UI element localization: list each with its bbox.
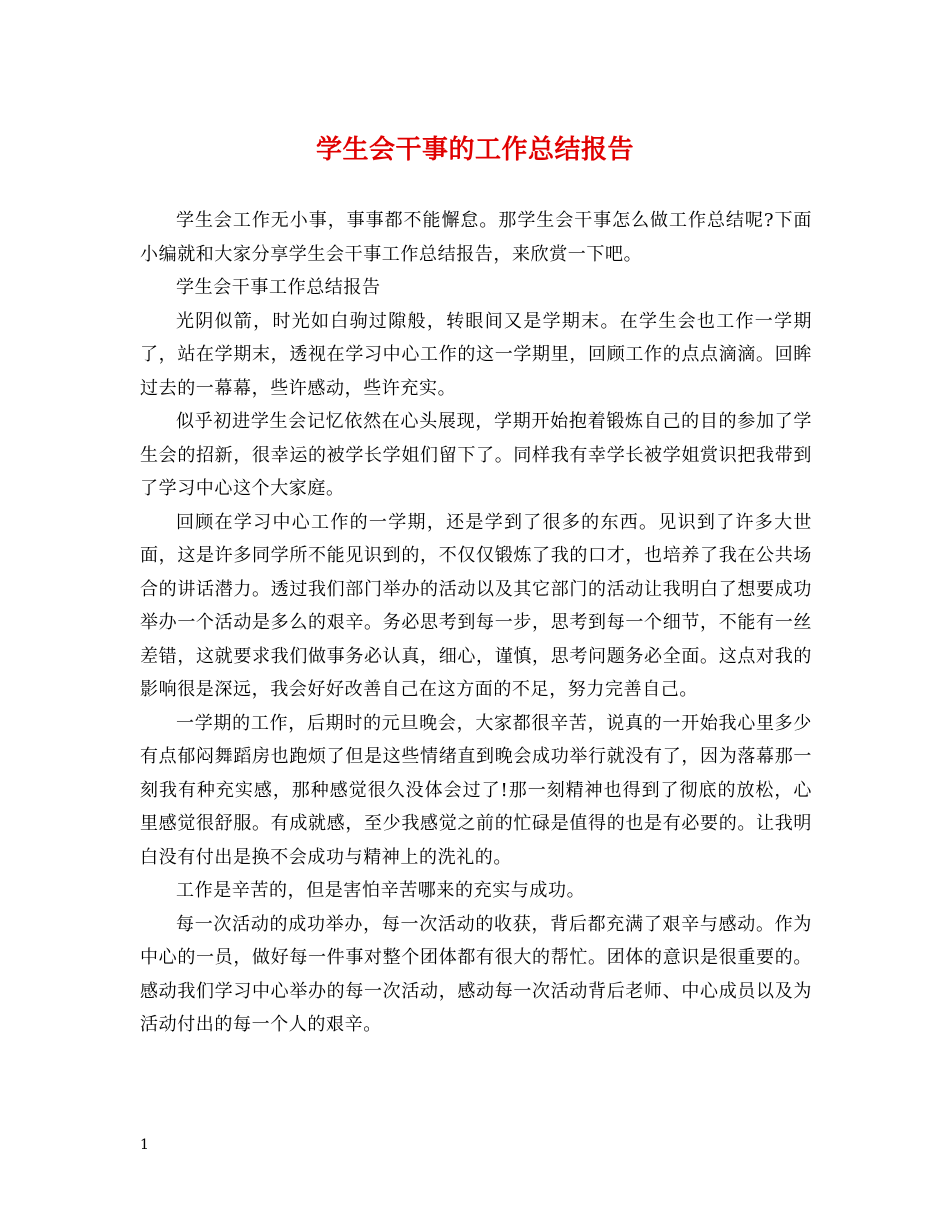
paragraph-new-year-gala: 一学期的工作，后期时的元旦晚会，大家都很辛苦，说真的一开始我心里多少有点郁闷舞蹈房也跑烦了但是这些情绪直到晚会成功举行就没有了，因为落幕那一刻我有种充实感，那种感觉很久没体会过了!那一刻精神也得到了彻底的放松，心里感觉很舒服。有成就感，至少我感觉之前的忙碌是值得的也是有必要的。让我明白没有付出是换不会成功与精神上的洗礼的。 (140, 712, 812, 868)
paragraph-intro: 学生会工作无小事，事事都不能懈怠。那学生会干事怎么做工作总结呢?下面小编就和大家分享学生会干事工作总结报告，来欣赏一下吧。 (140, 210, 812, 265)
document-body (140, 204, 812, 1042)
paragraph-joining: 似乎初进学生会记忆依然在心头展现，学期开始抱着锻炼自己的目的参加了学生会的招新，很幸运的被学长学姐们留下了。同样我有幸学长被学姐赏识把我带到了学习中心这个大家庭。 (140, 411, 812, 499)
paragraph-review: 回顾在学习中心工作的一学期，还是学到了很多的东西。见识到了许多大世面，这是许多同学所不能见识到的，不仅仅锻炼了我的口才，也培养了我在公共场合的讲话潜力。透过我们部门举办的活动以及其它部门的活动让我明白了想要成功举办一个活动是多么的艰辛。务必思考到每一步，思考到每一个细节，不能有一丝差错，这就要求我们做事务必认真，细心，谨慎，思考问题务必全面。这点对我的影响很是深远，我会好好改善自己在这方面的不足，努力完善自己。 (140, 511, 812, 700)
paragraph-hard-work: 工作是辛苦的，但是害怕辛苦哪来的充实与成功。 (176, 880, 586, 901)
page-number: 1 (140, 1137, 149, 1153)
paragraph-subtitle: 学生会干事工作总结报告 (176, 277, 381, 298)
document-title: 学生会干事的工作总结报告 (315, 135, 634, 165)
paragraph-teamwork: 每一次活动的成功举办，每一次活动的收获，背后都充满了艰辛与感动。作为中心的一员，做好每一件事对整个团体都有很大的帮忙。团体的意识是很重要的。感动我们学习中心举办的每一次活动，感动每一次活动背后老师、中心成员以及为活动付出的每一个人的艰辛。 (140, 913, 812, 1035)
paragraph-time-flies: 光阴似箭，时光如白驹过隙般，转眼间又是学期末。在学生会也工作一学期了，站在学期末，透视在学习中心工作的这一学期里，回顾工作的点点滴滴。回眸过去的一幕幕，些许感动，些许充实。 (140, 310, 812, 399)
